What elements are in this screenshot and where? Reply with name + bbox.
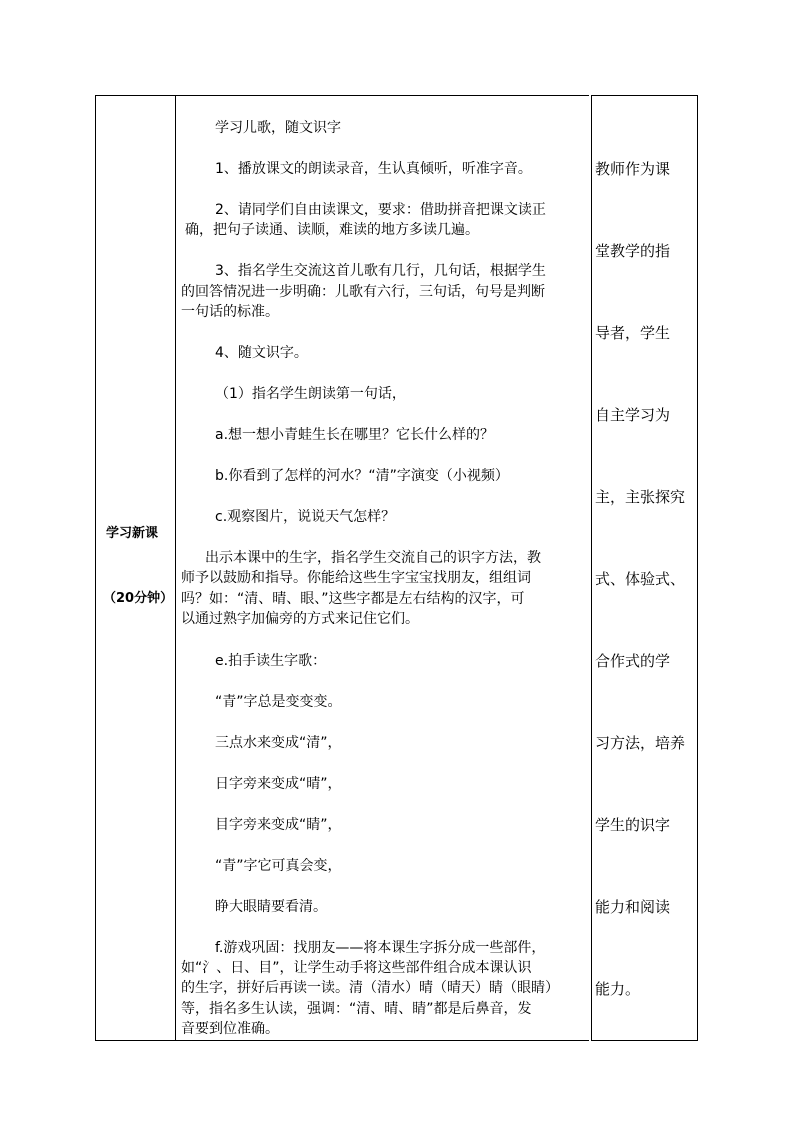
- content-line: f.游戏巩固：找朋友——将本课生字拆分成一些部件，: [215, 940, 546, 956]
- content-line: 学习儿歌，随文识字: [215, 120, 341, 136]
- intent-line: 教师作为课: [595, 160, 671, 178]
- intent-line: 主，主张探究: [595, 488, 686, 506]
- intent-line: 能力。: [595, 980, 641, 998]
- section-title: 学习新课: [106, 526, 159, 541]
- teaching-content-cell: [175, 95, 589, 1041]
- content-line: 的回答情况进一步明确：儿歌有六行，三句话，句号是判断: [181, 284, 545, 300]
- content-line: “青”字总是变变变。: [215, 694, 342, 710]
- content-line: （1）指名学生朗读第一句话，: [215, 386, 406, 402]
- content-line: 3、指名学生交流这首儿歌有几行，几句话，根据学生: [215, 263, 546, 279]
- intent-line: 能力和阅读: [595, 898, 671, 916]
- section-duration: （20分钟）: [103, 591, 174, 606]
- content-line: 三点水来变成“清”，: [215, 735, 342, 751]
- content-line: 确，把句子读通、读顺，难读的地方多读几遍。: [185, 222, 479, 238]
- content-line: 的生字，拼好后再读一读。清（清水）晴（晴天）睛（眼睛）: [181, 980, 559, 996]
- lesson-plan-table: [95, 95, 699, 1041]
- content-line: 2、请同学们自由读课文，要求：借助拼音把课文读正: [215, 202, 546, 218]
- content-line: 等，指名多生认读，强调：“清、晴、睛”都是后鼻音，发: [181, 1001, 532, 1017]
- content-line: 以通过熟字加偏旁的方式来记住它们。: [181, 611, 419, 627]
- intent-line: 自主学习为: [595, 406, 671, 424]
- intent-line: 合作式的学: [595, 652, 671, 670]
- content-line: 音要到位准确。: [181, 1021, 279, 1037]
- content-line: 目字旁来变成“睛”，: [215, 817, 342, 833]
- intent-line: 式、体验式、: [595, 570, 686, 588]
- content-line: b.你看到了怎样的河水？“清”字演变（小视频）: [215, 468, 509, 484]
- content-line: “青”字它可真会变，: [215, 858, 342, 874]
- intent-line: 堂教学的指: [595, 242, 671, 260]
- content-line: 睁大眼睛要看清。: [215, 899, 327, 915]
- content-line: 师予以鼓励和指导。你能给这些生字宝宝找朋友，组组词: [181, 570, 531, 586]
- design-intent-cell: [591, 95, 698, 1041]
- content-line: c.观察图片，说说天气怎样？: [215, 509, 396, 525]
- content-line: 日字旁来变成“晴”，: [215, 776, 342, 792]
- content-line: e.拍手读生字歌：: [215, 653, 327, 669]
- intent-line: 学生的识字: [595, 816, 671, 834]
- content-line: 一句话的标准。: [181, 304, 279, 320]
- content-line: 出示本课中的生字，指名学生交流自己的识字方法，教: [205, 550, 541, 566]
- content-line: 如“氵、日、目”，让学生动手将这些部件组合成本课认识: [181, 960, 532, 976]
- content-line: 吗？如：“清、晴、眼、”这些字都是左右结构的汉字，可: [181, 591, 525, 607]
- content-line: 4、随文识字。: [215, 345, 308, 361]
- content-line: 1、播放课文的朗读录音，生认真倾听，听准字音。: [215, 161, 532, 177]
- content-line: a.想一想小青蛙生长在哪里？它长什么样的？: [215, 427, 495, 443]
- section-label-cell: [95, 95, 176, 1041]
- intent-line: 习方法，培养: [595, 734, 686, 752]
- intent-line: 导者，学生: [595, 324, 671, 342]
